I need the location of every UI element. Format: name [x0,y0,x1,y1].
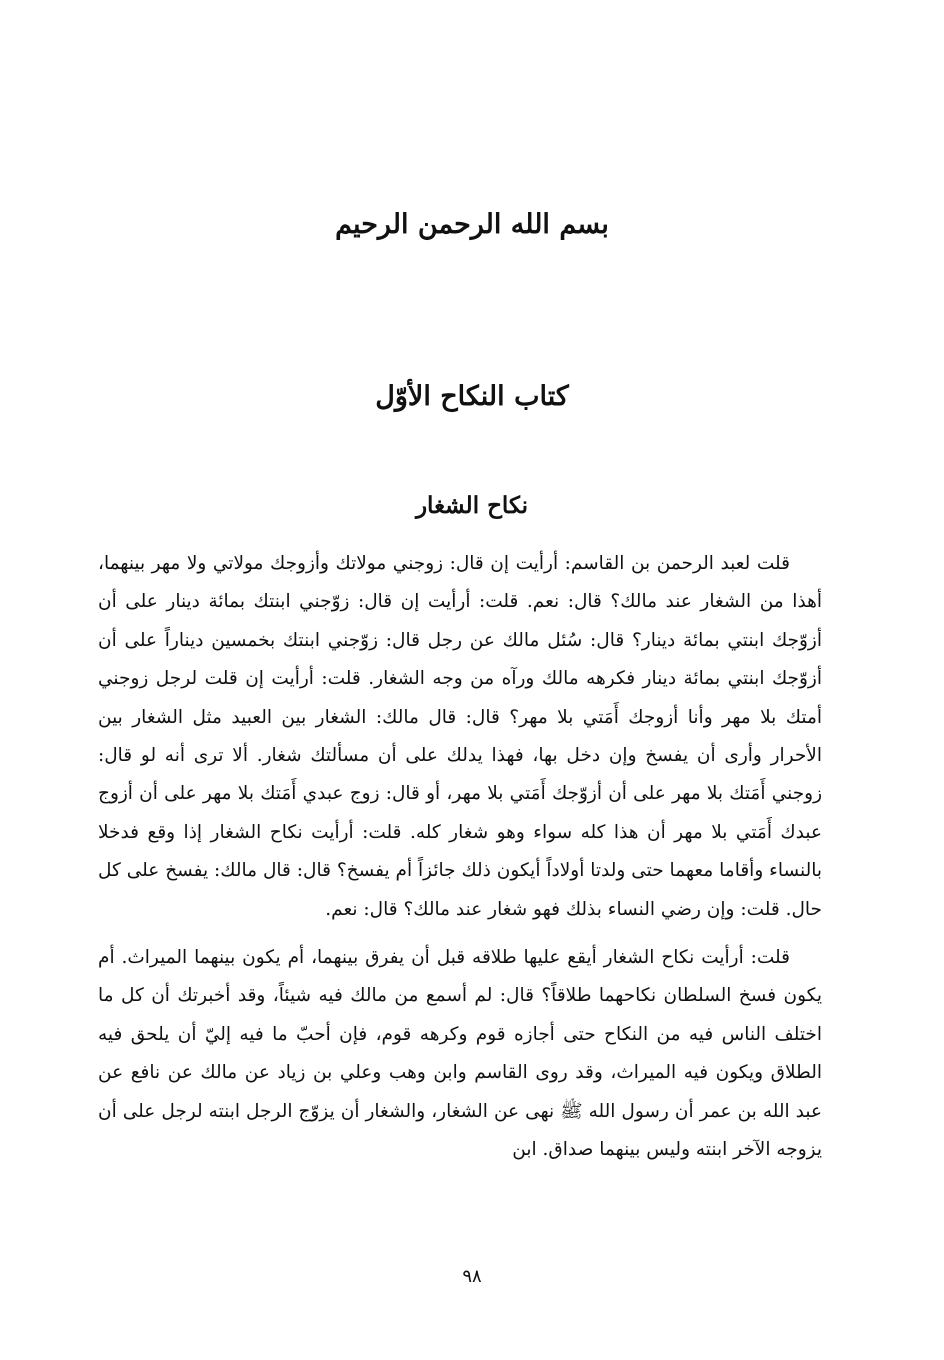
page-number: ٩٨ [462,1266,482,1287]
paragraph-1: قلت لعبد الرحمن بن القاسم: أرأيت إن قال: زوجني مولاتك وأزوجك مولاتي ولا مهر بينهما، أهذا من الشغار عند مالك؟ قال: نعم. قلت: أرأيت إن قال: زوّجني ابنتك بمائة دينار على أن أزوّجك ابنتي بمائة دينار؟ قال: سُئل مالك عن رجل قال: زوّجني ابنتك بخمسين ديناراً على أن أزوّجك ابنتي بمائة دينار فكرهه مالك ورآه من وجه الشغار. قلت: أرأيت إن قلت لرجل زوجني أمتك بلا مهر وأنا أزوجك أَمَتي بلا مهر؟ قال: قال مالك: الشغار بين العبيد مثل الشغار بين الأحرار وأرى أن يفسخ وإن دخل بها، فهذا يدلك على أن مسألتك شغار. ألا ترى أنه لو قال: زوجني أَمَتك بلا مهر على أن أزوّجك أَمَتي بلا مهر، أو قال: زوج عبدي أَمَتك بلا مهر على أن أزوج عبدك أَمَتي بلا مهر أن هذا كله سواء وهو شغار كله. قلت: أرأيت نكاح الشغار إذا وقع فدخلا بالنساء وأقاما معهما حتى ولدتا أولاداً أيكون ذلك جائزاً أم يفسخ؟ قال: قال مالك: يفسخ على كل حال. قلت: وإن رضي النساء بذلك فهو شغار عند مالك؟ قال: نعم. [98,553,822,920]
section-title: نكاح الشغار [415,492,529,519]
basmala-heading: بسم الله الرحمن الرحيم [335,209,609,240]
body-text [98,545,822,1170]
book-title: كتاب النكاح الأوّل [375,381,569,412]
paragraph-2: قلت: أرأيت نكاح الشغار أيقع عليها طلاقه قبل أن يفرق بينهما، أم يكون بينهما الميراث. أم يكون فسخ السلطان نكاحهما طلاقاً؟ قال: لم أسمع من مالك فيه شيئاً، وقد أخبرتك أن كل ما اختلف الناس فيه من النكاح حتى أجازه قوم وكرهه قوم، فإن أحبّ ما فيه إليّ أن يلحق فيه الطلاق ويكون فيه الميراث، وقد روى القاسم وابن وهب وعلي بن زياد عن مالك عن نافع عن عبد الله بن عمر أن رسول الله ﷺ نهى عن الشغار، والشغار أن يزوّج الرجل ابنته لرجل على أن يزوجه الآخر ابنته وليس بينهما صداق. ابن [98,947,822,1161]
